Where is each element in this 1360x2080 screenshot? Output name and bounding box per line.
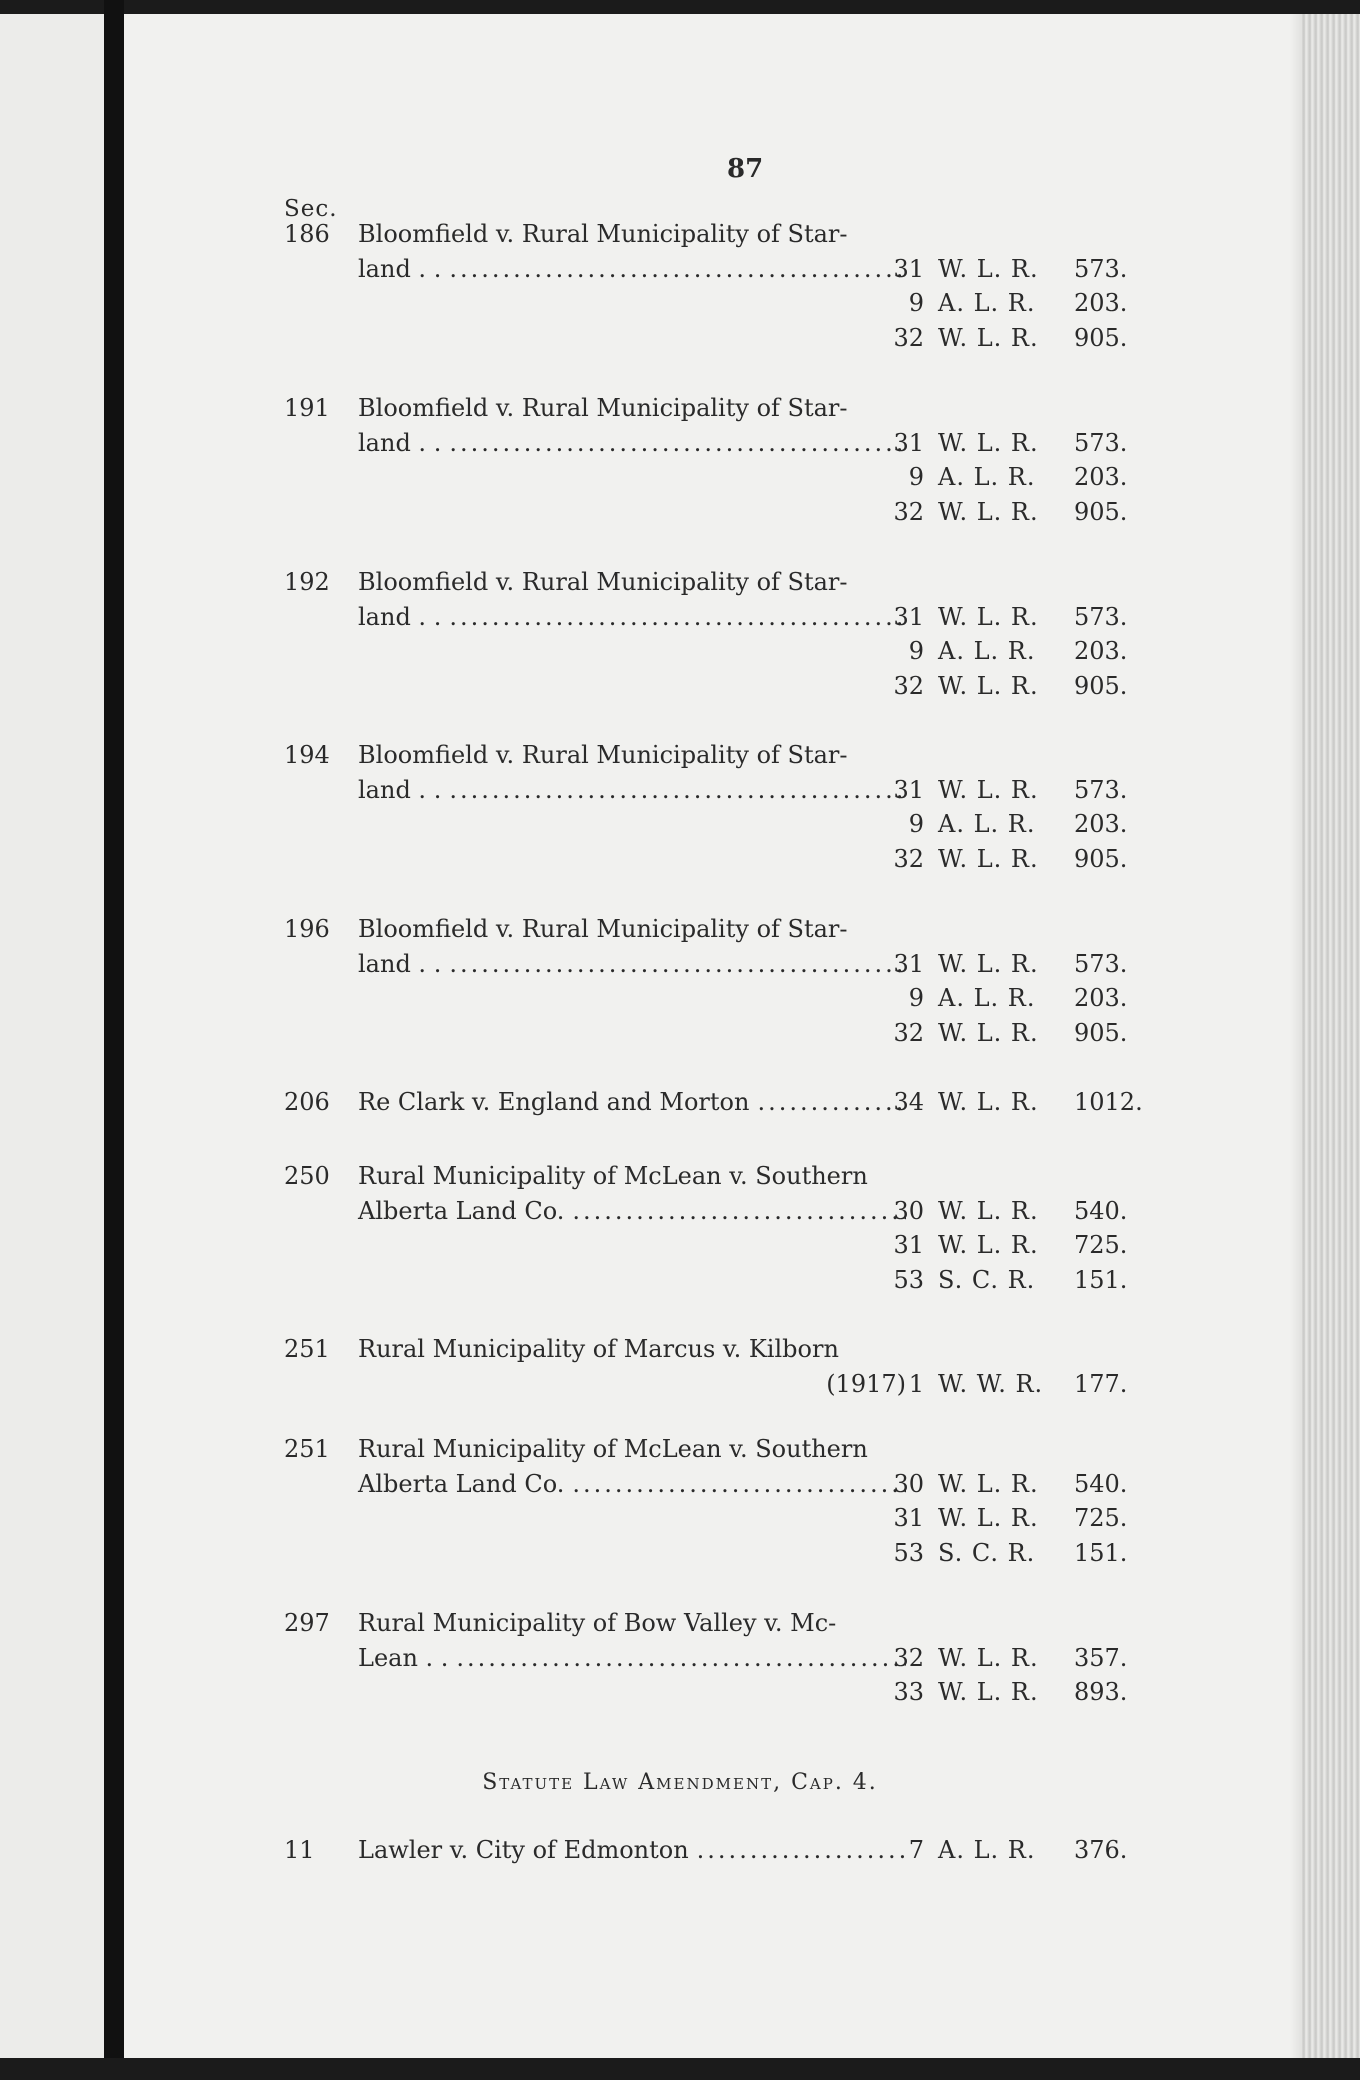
entry-title-text: Alberta Land Co. [358, 1196, 565, 1225]
report-citation [890, 602, 1138, 631]
reporter-abbrev: W. W. R. [938, 1369, 1044, 1398]
report-citation [890, 949, 1138, 978]
volume-number: 9 [908, 984, 924, 1012]
entry-title-continuation [358, 1090, 906, 1114]
dot-leader [449, 952, 906, 976]
volume-number: 30 [893, 1469, 924, 1498]
dot-leader [449, 431, 906, 455]
volume-number: 9 [908, 463, 924, 491]
entry-title-continuation [358, 428, 906, 457]
entry-title-continuation [358, 1196, 906, 1225]
report-citation [890, 428, 1138, 457]
page-reference: 177. [1074, 1369, 1128, 1398]
reporter-abbrev: A. L. R. [938, 463, 1036, 491]
reporter-abbrev: A. L. R. [938, 1836, 1036, 1864]
entry-title: Rural Municipality of Marcus v. Kilborn [358, 1335, 839, 1363]
reporter-abbrev: W. L. R. [938, 671, 1039, 700]
reporter-abbrev: A. L. R. [938, 637, 1036, 665]
page-reference: 203. [1074, 637, 1128, 665]
page-reference: 573. [1074, 254, 1128, 283]
reporter-abbrev: W. L. R. [938, 949, 1039, 978]
section-number: 191 [284, 394, 330, 422]
page-reference: 905. [1074, 497, 1128, 526]
section-number: 196 [284, 915, 330, 943]
reporter-abbrev: W. L. R. [938, 1643, 1039, 1672]
section-column-header: Sec. [284, 196, 338, 222]
section-number: 194 [284, 741, 330, 769]
reporter-abbrev: W. L. R. [938, 1504, 1039, 1532]
reporter-abbrev: W. L. R. [938, 254, 1039, 283]
entry-title-text: Lean . . [358, 1643, 449, 1672]
report-citation [890, 1838, 1138, 1862]
entry-title-text: Lawler v. City of Edmonton [358, 1836, 689, 1864]
dot-leader [572, 1472, 906, 1496]
entry-title-text: land . . [358, 775, 442, 804]
page-reference: 203. [1074, 810, 1128, 838]
section-number: 186 [284, 220, 330, 248]
reporter-abbrev: A. L. R. [938, 810, 1036, 838]
volume-number: 31 [893, 949, 924, 978]
reporter-abbrev: W. L. R. [938, 1469, 1039, 1498]
page-reference: 573. [1074, 775, 1128, 804]
report-citation [890, 1018, 1138, 1047]
reporter-abbrev: W. L. R. [938, 602, 1039, 631]
entry-title: Rural Municipality of McLean v. Southern [358, 1162, 868, 1190]
section-number: 250 [284, 1162, 330, 1190]
book-spine [104, 0, 124, 2080]
entry-title-text: Alberta Land Co. [358, 1469, 565, 1498]
volume-number: 7 [908, 1836, 924, 1864]
volume-number: 31 [893, 1231, 924, 1259]
page-reference: 203. [1074, 984, 1128, 1012]
reporter-abbrev: W. L. R. [938, 497, 1039, 526]
entry-title: Bloomfield v. Rural Municipality of Star- [358, 568, 848, 596]
reporter-abbrev: W. L. R. [938, 775, 1039, 804]
reporter-abbrev: S. C. R. [938, 1538, 1036, 1567]
volume-number: 31 [893, 428, 924, 457]
dot-leader [697, 1838, 906, 1862]
reporter-abbrev: A. L. R. [938, 289, 1036, 317]
dot-leader [449, 778, 906, 802]
reporter-abbrev: W. L. R. [938, 323, 1039, 352]
report-citation [890, 671, 1138, 700]
entry-title: Bloomfield v. Rural Municipality of Star- [358, 394, 848, 422]
reporter-abbrev: A. L. R. [938, 984, 1036, 1012]
entry-title-text: land . . [358, 602, 442, 631]
report-citation [890, 1369, 1138, 1398]
volume-number: 32 [893, 1018, 924, 1047]
report-citation [890, 323, 1138, 352]
entry-title: Rural Municipality of Bow Valley v. Mc- [358, 1609, 837, 1637]
entry-title-continuation [358, 254, 906, 283]
page-reference: 1012. [1074, 1088, 1143, 1116]
dot-leader [449, 257, 906, 281]
volume-number: 31 [893, 775, 924, 804]
page-reference: 573. [1074, 602, 1128, 631]
page-reference: 357. [1074, 1643, 1128, 1672]
report-citation [890, 1538, 1138, 1567]
entry-title-continuation [358, 1838, 906, 1862]
reporter-abbrev: W. L. R. [938, 844, 1039, 873]
page-reference: 540. [1074, 1196, 1128, 1225]
year-reference: (1917) [826, 1369, 906, 1398]
section-number: 11 [284, 1836, 315, 1864]
report-citation [890, 1506, 1138, 1530]
volume-number: 31 [893, 1504, 924, 1532]
dot-leader [757, 1090, 906, 1114]
entry-title-text: land . . [358, 254, 442, 283]
report-citation [890, 1233, 1138, 1257]
entry-title-continuation [358, 602, 906, 631]
page-reference: 573. [1074, 428, 1128, 457]
report-citation [890, 1196, 1138, 1225]
section-number: 251 [284, 1335, 330, 1363]
dot-leader [572, 1199, 906, 1223]
report-citation [890, 497, 1138, 526]
entry-title: Bloomfield v. Rural Municipality of Star- [358, 915, 848, 943]
report-citation [890, 812, 1138, 836]
reporter-abbrev: W. L. R. [938, 1678, 1039, 1706]
statute-heading: Statute Law Amendment, Cap. 4. [482, 1770, 878, 1795]
volume-number: 33 [893, 1678, 924, 1706]
volume-number: 32 [893, 671, 924, 700]
entry-title-text: land . . [358, 428, 442, 457]
report-citation [890, 465, 1138, 489]
page-stack-edge [1302, 14, 1360, 2058]
page-reference: 725. [1074, 1231, 1128, 1259]
report-citation [890, 1469, 1138, 1498]
section-number: 251 [284, 1435, 330, 1463]
dot-leader [456, 1646, 906, 1670]
report-citation [890, 775, 1138, 804]
page-reference: 376. [1074, 1836, 1128, 1864]
report-citation [890, 1265, 1138, 1294]
entry-title-continuation [358, 775, 906, 804]
entry-title: Bloomfield v. Rural Municipality of Star- [358, 741, 848, 769]
volume-number: 9 [908, 637, 924, 665]
volume-number: 32 [893, 323, 924, 352]
page-reference: 573. [1074, 949, 1128, 978]
reporter-abbrev: W. L. R. [938, 1018, 1039, 1047]
page-reference: 540. [1074, 1469, 1128, 1498]
report-citation [890, 639, 1138, 663]
volume-number: 9 [908, 810, 924, 838]
volume-number: 32 [893, 1643, 924, 1672]
report-citation [890, 254, 1138, 283]
reporter-abbrev: W. L. R. [938, 1196, 1039, 1225]
page-reference: 905. [1074, 323, 1128, 352]
volume-number: 31 [893, 254, 924, 283]
page-reference: 151. [1074, 1538, 1128, 1567]
report-citation [890, 844, 1138, 873]
page-number: 87 [727, 154, 764, 184]
page-reference: 725. [1074, 1504, 1128, 1532]
entry-title-continuation [358, 949, 906, 978]
reporter-abbrev: W. L. R. [938, 1231, 1039, 1259]
entry-title-continuation [358, 1643, 906, 1672]
volume-number: 32 [893, 497, 924, 526]
entry-title-continuation [358, 1469, 906, 1498]
page-reference: 905. [1074, 844, 1128, 873]
entry-title-text: land . . [358, 949, 442, 978]
report-citation [890, 1088, 1143, 1116]
page-reference: 203. [1074, 289, 1128, 317]
section-number: 297 [284, 1609, 330, 1637]
volume-number: 53 [893, 1265, 924, 1294]
report-citation [890, 1643, 1138, 1672]
section-number: 206 [284, 1088, 330, 1116]
page-reference: 905. [1074, 1018, 1128, 1047]
entry-title: Bloomfield v. Rural Municipality of Star- [358, 220, 848, 248]
facing-page-margin [0, 14, 104, 2058]
page-reference: 203. [1074, 463, 1128, 491]
volume-number: 31 [893, 602, 924, 631]
volume-number: 1 [908, 1369, 924, 1398]
reporter-abbrev: S. C. R. [938, 1265, 1036, 1294]
section-number: 192 [284, 568, 330, 596]
scan-frame-bottom [0, 2058, 1360, 2080]
reporter-abbrev: W. L. R. [938, 428, 1039, 457]
volume-number: 32 [893, 844, 924, 873]
page-reference: 151. [1074, 1265, 1128, 1294]
page-reference: 893. [1074, 1678, 1128, 1706]
scan-frame-top [0, 0, 1360, 14]
dot-leader [449, 605, 906, 629]
entry-title: Rural Municipality of McLean v. Southern [358, 1435, 868, 1463]
reporter-abbrev: W. L. R. [938, 1088, 1039, 1116]
report-citation [890, 1680, 1138, 1704]
volume-number: 30 [893, 1196, 924, 1225]
entry-title-text: Re Clark v. England and Morton [358, 1088, 750, 1116]
volume-number: 9 [908, 289, 924, 317]
page-reference: 905. [1074, 671, 1128, 700]
volume-number: 34 [893, 1088, 924, 1116]
report-citation [890, 986, 1138, 1010]
volume-number: 53 [893, 1538, 924, 1567]
report-citation [890, 291, 1138, 315]
